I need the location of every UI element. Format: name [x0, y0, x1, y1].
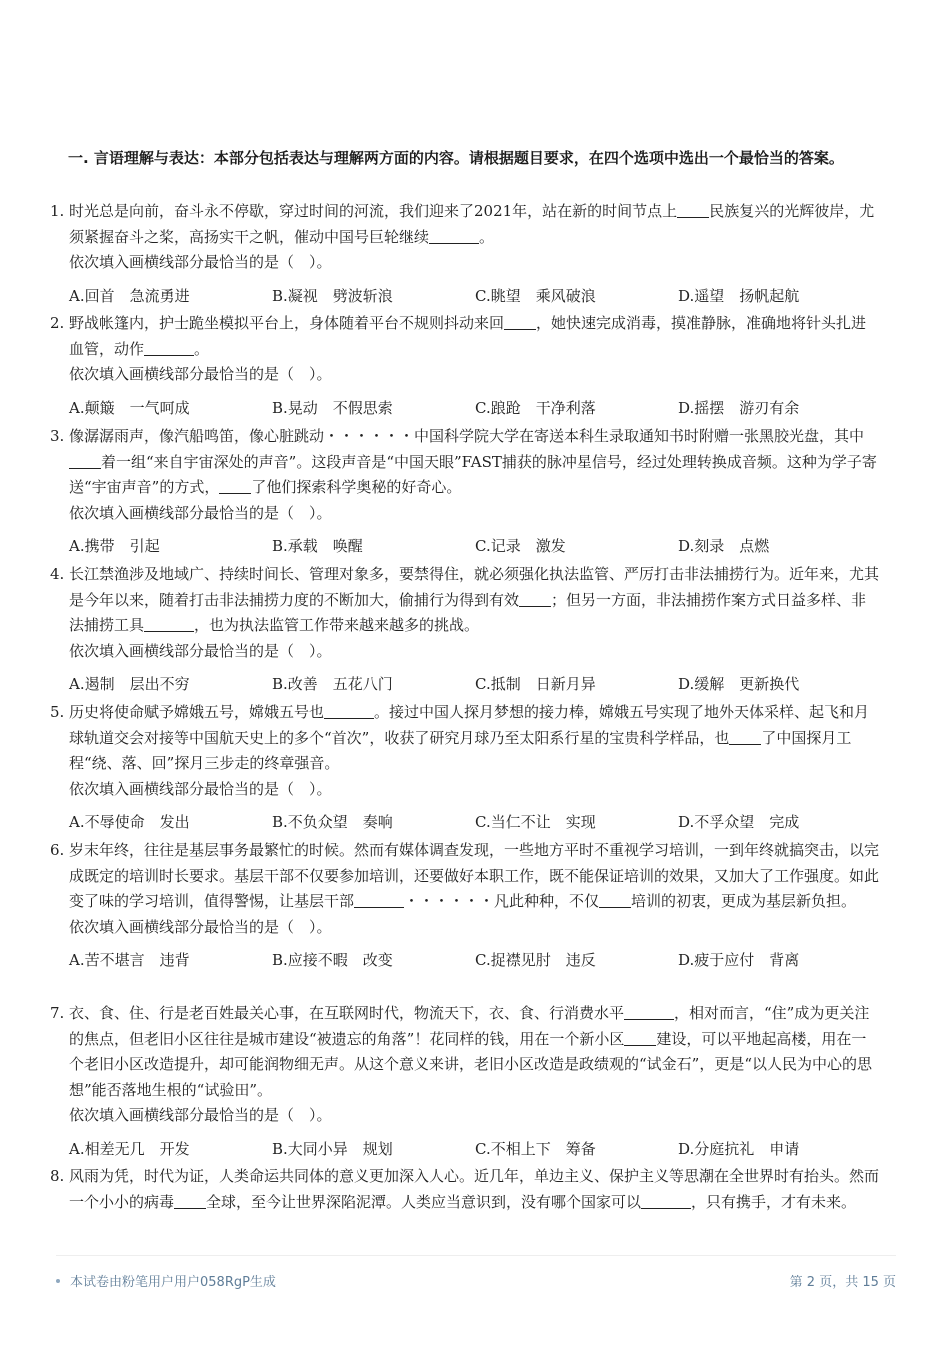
option-b[interactable]: B.晃动 不假思索 — [272, 398, 393, 417]
option-d[interactable]: D.疲于应付 背离 — [678, 951, 800, 970]
options-row — [50, 672, 880, 697]
question-prompt: 依次填入画横线部分最恰当的是（ ）。 — [69, 503, 332, 522]
option-a[interactable]: A.遏制 层出不穷 — [69, 675, 190, 694]
question-prompt: 依次填入画横线部分最恰当的是（ ）。 — [69, 365, 332, 384]
option-c[interactable]: C.抵制 日新月异 — [475, 675, 596, 694]
option-c[interactable]: C.捉襟见肘 违反 — [475, 951, 596, 970]
question-3 — [50, 424, 880, 559]
options-row — [50, 396, 880, 421]
question-8 — [50, 1164, 880, 1215]
options-row — [50, 1137, 880, 1162]
answer-blank — [354, 892, 404, 908]
option-b[interactable]: B.凝视 劈波斩浪 — [272, 286, 393, 305]
option-b[interactable]: B.应接不暇 改变 — [272, 951, 393, 970]
answer-blank — [624, 1030, 656, 1046]
option-d[interactable]: D.遥望 扬帆起航 — [678, 286, 800, 305]
question-prompt: 依次填入画横线部分最恰当的是（ ）。 — [69, 641, 332, 660]
option-a[interactable]: A.相差无几 开发 — [69, 1139, 190, 1158]
answer-blank — [69, 453, 101, 469]
question-4 — [50, 562, 880, 697]
answer-blank — [324, 703, 374, 719]
section-title: 一. 言语理解与表达：本部分包括表达与理解两方面的内容。请根据题目要求，在四个选项中选出一个最恰当的答案。 — [68, 149, 844, 167]
question-text: 5. 历史将使命赋予嫦娥五号，嫦娥五号也 。接过中国人探月梦想的接力棒，嫦娥五号实现了地外天体采样、起飞和月球轨道交会对接等中国航天史上的多个“首次”，收获了研究月球乃至太阳系行星的宝贵科学样品，也 了中国探月工程“绕、落、回”探月三步走的终章强音。 — [50, 700, 880, 777]
question-number: 1. — [50, 202, 65, 220]
question-number: 5. — [50, 703, 65, 721]
question-2 — [50, 311, 880, 421]
question-prompt: 依次填入画横线部分最恰当的是（ ）。 — [69, 1106, 332, 1125]
question-6 — [50, 838, 880, 973]
option-b[interactable]: B.不负众望 奏响 — [272, 813, 393, 832]
option-d[interactable]: D.分庭抗礼 申请 — [678, 1139, 800, 1158]
answer-blank — [677, 202, 709, 218]
question-text: 8. 风雨为凭，时代为证，人类命运共同体的意义更加深入人心。近几年，单边主义、保护主义等思潮在全世界时有抬头。然而一个小小的病毒 全球，至今让世界深陷泥潭。人类应当意识到，没有哪个国家可以 ，只有携手，才有未来。 — [50, 1164, 880, 1215]
option-c[interactable]: C.记录 激发 — [475, 537, 566, 556]
question-number: 6. — [50, 841, 65, 859]
option-c[interactable]: C.不相上下 筹备 — [475, 1139, 596, 1158]
question-prompt: 依次填入画横线部分最恰当的是（ ）。 — [69, 917, 332, 936]
option-c[interactable]: C.当仁不让 实现 — [475, 813, 596, 832]
question-text: 3. 像潺潺雨声，像汽船鸣笛，像心脏跳动・・・・・・中国科学院大学在寄送本科生录取通知书时附赠一张黑胶光盘，其中着一组“来自宇宙深处的声音”。这段声音是“中国天眼”FAST捕获的脉冲星信号，经过处理转换成音频。这种为学子寄送“宇宙声音”的方式， 了他们探索科学奥秘的好奇心。 — [50, 424, 880, 501]
footer-divider — [56, 1255, 896, 1256]
option-d[interactable]: D.刻录 点燃 — [678, 537, 770, 556]
question-5 — [50, 700, 880, 835]
question-number: 8. — [50, 1167, 65, 1185]
question-text: 1. 时光总是向前，奋斗永不停歇，穿过时间的河流，我们迎来了2021年，站在新的时间节点上 民族复兴的光辉彼岸，尤须紧握奋斗之桨，高扬实干之帆，催动中国号巨轮继续 。 — [50, 199, 880, 250]
option-a[interactable]: A.携带 引起 — [69, 537, 160, 556]
bullet-dot-icon — [56, 1279, 60, 1283]
answer-blank — [144, 340, 194, 356]
question-text: 4. 长江禁渔涉及地域广、持续时间长、管理对象多，要禁得住，就必须强化执法监管、严厉打击非法捕捞行为。近年来，尤其是今年以来，随着打击非法捕捞力度的不断加大，偷捕行为得到有效 ；但另一方面，非法捕捞作案方式日益多样、非法捕捞工具 ，也为执法监管工作带来越来越多的挑战。 — [50, 562, 880, 639]
answer-blank — [144, 616, 194, 632]
options-row — [50, 810, 880, 835]
options-row — [50, 948, 880, 973]
option-b[interactable]: B.承载 唤醒 — [272, 537, 363, 556]
answer-blank — [519, 591, 551, 607]
answer-blank — [599, 892, 631, 908]
answer-blank — [174, 1193, 206, 1209]
answer-blank — [219, 478, 251, 494]
answer-blank — [624, 1004, 674, 1020]
question-number: 4. — [50, 565, 65, 583]
question-number: 2. — [50, 314, 65, 332]
option-a[interactable]: A.回首 急流勇进 — [69, 286, 190, 305]
answer-blank — [729, 729, 761, 745]
options-row — [50, 534, 880, 559]
option-a[interactable]: A.不辱使命 发出 — [69, 813, 190, 832]
question-number: 7. — [50, 1004, 65, 1022]
option-d[interactable]: D.不孚众望 完成 — [678, 813, 800, 832]
question-text: 6. 岁末年终，往往是基层事务最繁忙的时候。然而有媒体调查发现，一些地方平时不重视学习培训，一到年终就搞突击，以完成既定的培训时长要求。基层干部不仅要参加培训，还要做好本职工作，既不能保证培训的效果，又加大了工作强度。如此变了味的学习培训，值得警惕，让基层干部 ・・・・・・凡此种种，不仅 培训的初衷，更成为基层新负担。 — [50, 838, 880, 915]
option-a[interactable]: A.苦不堪言 违背 — [69, 951, 190, 970]
answer-blank — [641, 1193, 691, 1209]
option-d[interactable]: D.摇摆 游刃有余 — [678, 398, 800, 417]
question-1 — [50, 199, 880, 309]
option-c[interactable]: C.眺望 乘风破浪 — [475, 286, 596, 305]
options-row — [50, 284, 880, 309]
question-text: 7. 衣、食、住、行是老百姓最关心事，在互联网时代，物流天下，衣、食、行消费水平 ，相对而言，“住”成为更关注的焦点，但老旧小区往往是城市建设“被遗忘的角落”！花同样的钱，用在一个新小区 建设，可以平地起高楼，用在一个老旧小区改造提升，却可能润物细无声。从这个意义来讲，老旧小区改造是政绩观的“试金石”，更是“以人民为中心的思想”能否落地生根的“试验田”。 — [50, 1001, 880, 1103]
question-number: 3. — [50, 427, 65, 445]
footer-page-number: 第 2 页，共 15 页 — [789, 1275, 896, 1290]
option-a[interactable]: A.颠簸 一气呵成 — [69, 398, 190, 417]
option-c[interactable]: C.踉跄 干净利落 — [475, 398, 596, 417]
question-text: 2. 野战帐篷内，护士跪坐模拟平台上，身体随着平台不规则抖动来回 ，她快速完成消毒，摸准静脉，准确地将针头扎进血管，动作 。 — [50, 311, 880, 362]
question-7 — [50, 1001, 880, 1162]
question-prompt: 依次填入画横线部分最恰当的是（ ）。 — [69, 779, 332, 798]
answer-blank — [429, 228, 479, 244]
option-b[interactable]: B.大同小异 规划 — [272, 1139, 393, 1158]
question-prompt: 依次填入画横线部分最恰当的是（ ）。 — [69, 253, 332, 272]
footer-generator-note: 本试卷由粉笔用户用户058RgP生成 — [56, 1271, 276, 1290]
option-b[interactable]: B.改善 五花八门 — [272, 675, 393, 694]
option-d[interactable]: D.缓解 更新换代 — [678, 675, 800, 694]
answer-blank — [504, 314, 536, 330]
